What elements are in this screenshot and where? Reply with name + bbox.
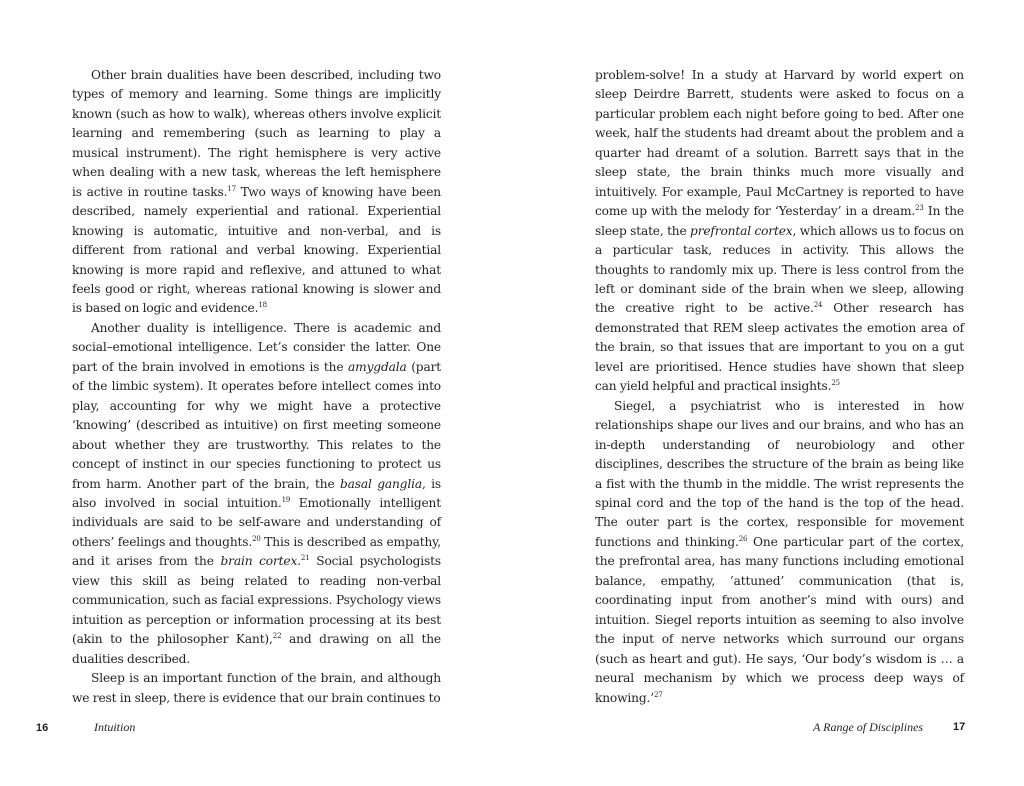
page-number: 16	[36, 722, 49, 734]
left-page-body	[72, 66, 441, 708]
paragraph: Siegel, a psychiatrist who is interested in how relationships shape our lives and our brains, and who has an in-depth understanding of neurobiology and other disciplines, describes the structure of the brain as being like a fist with the thumb in the middle. The wrist represents the spinal cord and the top of the hand is the top of the head. The outer part is the cortex, responsible for movement functions and thinking.$^{26}$ One particular part of the cortex, the prefrontal area, has many functions including emotional balance, empathy, ’attuned’ communication (that is, coordinating input from another’s mind with ours) and intuition. Siegel reports intuition as seeming to also involve the input of nerve networks which surround our organs (such as heart and gut). He says, ‘Our body’s wisdom is … a neural mechanism by which we process deep ways of knowing.’$^{27}$	[595, 398, 964, 705]
footnote-ref: 18	[258, 301, 267, 310]
footnote-ref: 20	[252, 534, 261, 543]
footnote-ref: 19	[281, 495, 291, 504]
footnote-ref: 23	[915, 204, 924, 213]
footnote-ref: 24	[813, 301, 823, 310]
italic-term: brain cortex	[220, 554, 298, 569]
running-title: A Range of Disciplines	[813, 720, 924, 734]
paragraph: Another duality is intelligence. There is academic and social–emotional intelligence. Let’s consider the latter. One part of the brain involved in emotions is the amygdala (part of the limbic system). It operates before intellect comes into play, accounting for why we might have a protective ‘knowing’ (described as intuitive) on first meeting someone about whether they are trustworthy. This relates to the concept of instinct in our species functioning to protect us from harm. Another part of the brain, the basal ganglia, is also involved in social intuition.$^{19}$ Emotionally intelligent individuals are said to be self-aware and understanding of others’ feelings and thoughts.$^{20}$ This is described as empathy, and it arises from the brain cortex.$^{21}$ Social psychologists view this skill as being related to reading non-verbal communication, such as facial expressions. Psychology views intuition as perception or information processing at its best (akin to the philosopher Kant),$^{22}$ and drawing on all the dualities described.	[72, 320, 442, 666]
paragraph: problem-solve! In a study at Harvard by world expert on sleep Deirdre Barrett, students were asked to focus on a particular problem each night before going to bed. After one week, half the students had dreamt about the problem and a quarter had dreamt of a solution. Barrett says that in the sleep state, the brain thinks much more visually and intuitively. For example, Paul McCartney is reported to have come up with the melody for ‘Yesterday’ in a dream.$^{23}$ In the sleep state, the prefrontal cortex, which allows us to focus on a particular task, reduces in activity. This allows the thoughts to randomly mix up. There is less control from the left or dominant side of the brain when we sleep, allowing the creative right to be active.$^{24}$ Other research has demonstrated that REM sleep activates the emotion area of the brain, so that issues that are important to you on a gut level are prioritised. Hence studies have shown that sleep can yield helpful and practical insights.$^{25}$	[595, 68, 965, 394]
italic-term: basal ganglia	[340, 476, 422, 491]
right-page-body	[595, 66, 964, 708]
italic-term: amygdala	[348, 359, 407, 374]
italic-term: prefrontal cortex	[690, 223, 793, 238]
footnote-ref: 27	[653, 690, 663, 699]
footnote-ref: 21	[300, 554, 310, 563]
paragraph: Sleep is an important function of the brain, and although we rest in sleep, there is evidence that our brain continues to	[72, 671, 441, 705]
footnote-ref: 22	[272, 632, 282, 641]
running-title: Intuition	[94, 720, 136, 734]
left-page-footer	[36, 720, 136, 735]
footnote-ref: 26	[738, 534, 748, 543]
paragraph: Other brain dualities have been described, including two types of memory and learning. Some things are implicitly known (such as how to walk), whereas others involve explicit learning and remembering (such as learning to play a musical instrument). The right hemisphere is very active when dealing with a new task, whereas the left hemisphere is active in routine tasks.$^{17}$ Two ways of knowing have been described, namely experiential and rational. Experiential knowing is automatic, intuitive and non-verbal, and is different from rational and verbal knowing. Experiential knowing is more rapid and reflexive, and attuned to what feels good or right, whereas rational knowing is slower and is based on logic and evidence.$^{18}$	[72, 68, 441, 316]
footnote-ref: 25	[831, 379, 840, 388]
page-number: 17	[953, 721, 966, 733]
footnote-ref: 17	[227, 184, 236, 193]
